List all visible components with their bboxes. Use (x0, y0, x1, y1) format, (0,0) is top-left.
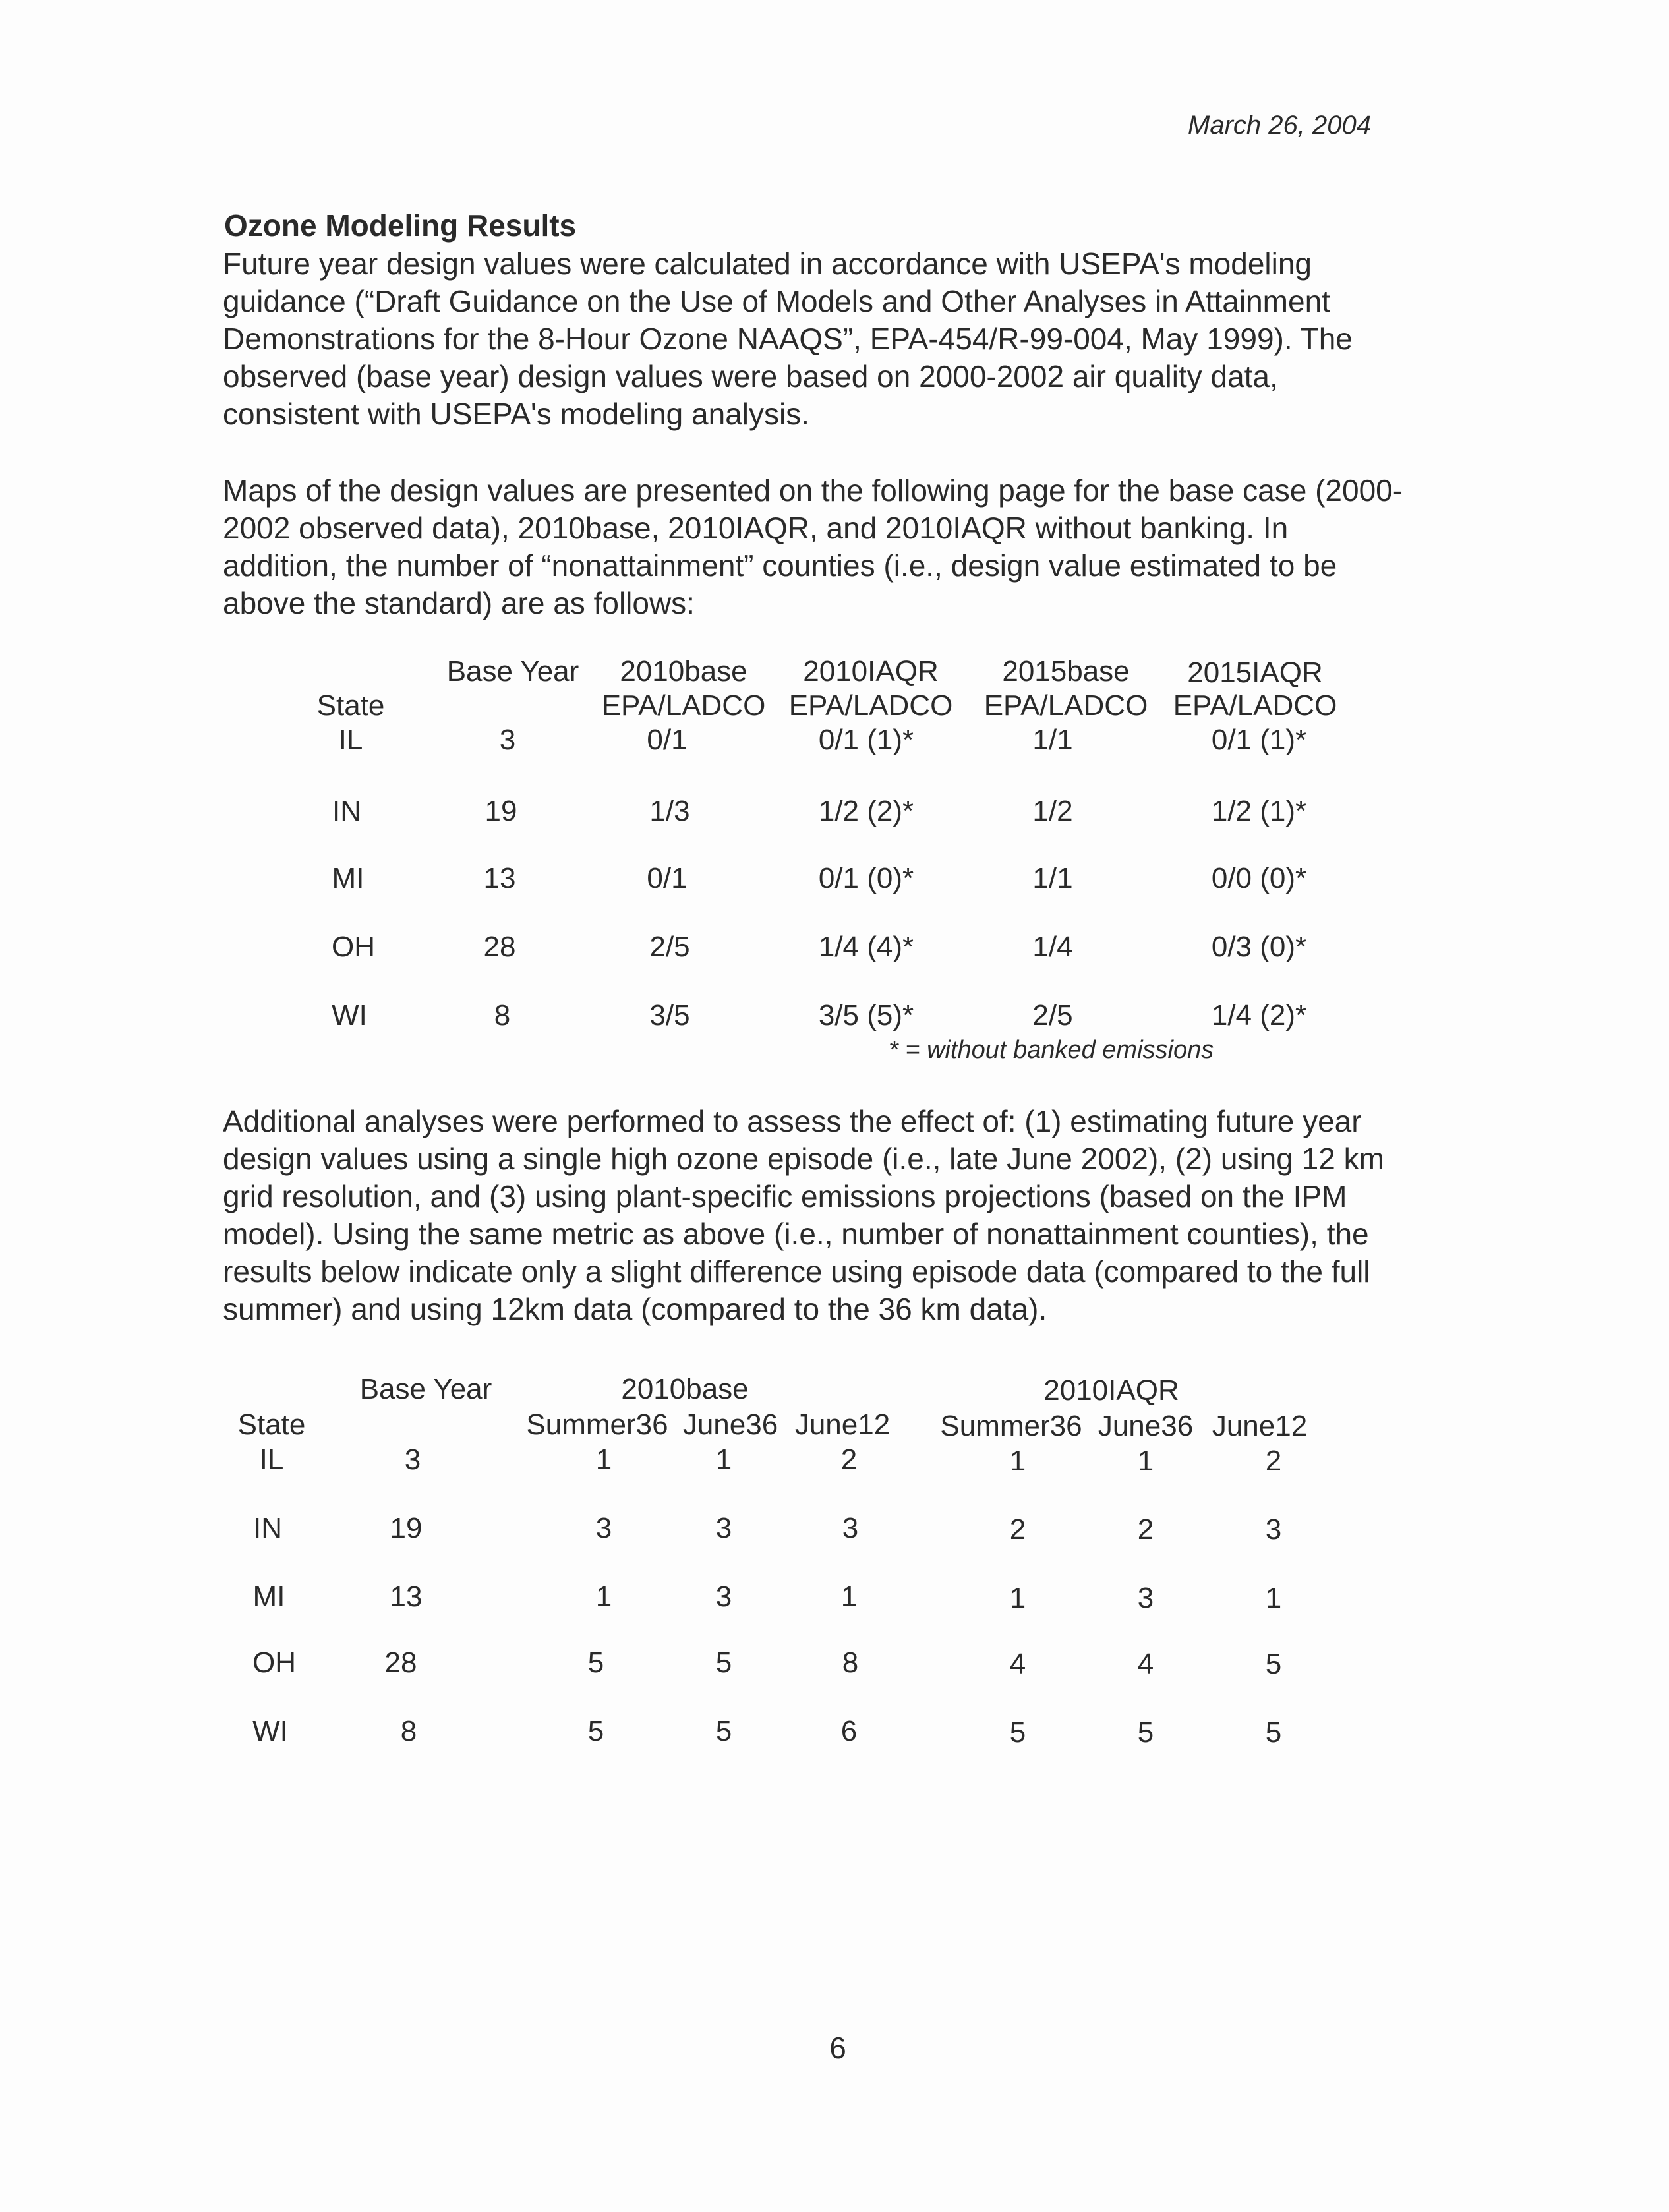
table-cell: 1/2 (1)* (1211, 795, 1307, 827)
table-header: 2015IAQR (1187, 656, 1323, 689)
table-cell: 1/4 (1032, 931, 1073, 963)
table-cell: 2 (840, 1443, 858, 1476)
table-cell: 8 (494, 999, 511, 1032)
table-cell: OH (252, 1646, 296, 1679)
table-cell: 8 (842, 1646, 859, 1679)
table-cell: 5 (715, 1646, 732, 1679)
table-cell: 3 (1265, 1513, 1282, 1546)
table-cell: 3 (499, 724, 516, 756)
paragraph-line: Demonstrations for the 8-Hour Ozone NAAQS”, EPA-454/R-99-004, May 1999). The (223, 322, 1353, 356)
table-cell: 3 (842, 1512, 859, 1544)
paragraph-line: guidance (“Draft Guidance on the Use of Models and Other Analyses in Attainment (223, 284, 1330, 318)
paragraph-line: Additional analyses were performed to assess the effect of: (1) estimating future year (223, 1104, 1362, 1138)
table-cell: IL (259, 1443, 284, 1476)
table-header: 2010IAQR (1043, 1374, 1179, 1407)
table-header: Summer36 (940, 1410, 1082, 1442)
table-header: 2010base (620, 655, 747, 687)
table-cell: WI (332, 999, 367, 1032)
paragraph-line: summer) and using 12km data (compared to the 36 km data). (223, 1292, 1047, 1326)
table-header: June12 (794, 1409, 891, 1441)
table-cell: 5 (587, 1646, 604, 1679)
table-cell: 3 (404, 1443, 421, 1476)
table-cell: 3/5 (649, 999, 690, 1032)
page-number: 6 (829, 2031, 846, 2065)
table-cell: 1/4 (4)* (818, 931, 914, 963)
table-cell: 1 (715, 1443, 732, 1476)
table-cell: 1/1 (1032, 862, 1073, 894)
paragraph-line: model). Using the same metric as above (i.e., number of nonattainment counties), the (223, 1217, 1369, 1251)
table-cell: 1/4 (2)* (1211, 999, 1307, 1032)
table-cell: 0/1 (0)* (818, 862, 914, 894)
table-cell: 0/3 (0)* (1211, 931, 1307, 963)
table-cell: 1 (1009, 1445, 1026, 1477)
table-header: Base Year (446, 655, 579, 687)
table-cell: 2/5 (1032, 999, 1073, 1032)
table-cell: 1 (1137, 1445, 1154, 1477)
table-cell: 6 (840, 1715, 858, 1747)
table-cell: 1 (1265, 1582, 1282, 1614)
table-cell: 5 (587, 1715, 604, 1747)
document-date: March 26, 2004 (1188, 111, 1371, 140)
table-cell: 4 (1009, 1648, 1026, 1680)
table-cell: 1 (595, 1443, 612, 1476)
table-cell: 2 (1137, 1513, 1154, 1546)
table-cell: 5 (1009, 1716, 1026, 1749)
table-cell: 1 (595, 1581, 612, 1613)
table-header: June36 (1098, 1410, 1194, 1442)
table-cell: 3 (1137, 1582, 1154, 1614)
table-cell: MI (332, 862, 365, 894)
table-header: EPA/LADCO (1173, 689, 1337, 722)
table-header: Base Year (359, 1373, 492, 1405)
table-cell: MI (252, 1581, 285, 1613)
table-cell: 0/1 (1)* (1211, 724, 1307, 756)
table-cell: 1/2 (1032, 795, 1073, 827)
table-header: EPA/LADCO (788, 689, 953, 722)
table-header: EPA/LADCO (983, 689, 1148, 722)
table-cell: 28 (483, 931, 516, 963)
table-header: Summer36 (526, 1409, 668, 1441)
paragraph-line: Maps of the design values are presented on the following page for the base case (2000- (223, 473, 1403, 508)
table-cell: WI (252, 1715, 288, 1747)
table-footnote: * = without banked emissions (889, 1036, 1214, 1064)
paragraph-line: Future year design values were calculated in accordance with USEPA's modeling (223, 247, 1312, 281)
table-header: 2010IAQR (803, 655, 939, 687)
table-cell: 3 (715, 1581, 732, 1613)
section-heading: Ozone Modeling Results (224, 208, 577, 243)
table-header: State (237, 1409, 306, 1441)
table-header: 2010base (621, 1373, 749, 1405)
table-cell: 5 (1137, 1716, 1154, 1749)
table-cell: OH (332, 931, 375, 963)
table-cell: 28 (384, 1646, 417, 1679)
table-cell: 1 (840, 1581, 858, 1613)
table-cell: 8 (400, 1715, 417, 1747)
table-header: 2015base (1002, 655, 1130, 687)
table-cell: 1 (1009, 1582, 1026, 1614)
table-cell: 13 (390, 1581, 423, 1613)
table-cell: 5 (715, 1715, 732, 1747)
table-cell: 0/1 (647, 724, 688, 756)
table-cell: 1/3 (649, 795, 690, 827)
table-cell: IN (253, 1512, 282, 1544)
table-cell: IN (332, 795, 361, 827)
table-cell: 2/5 (649, 931, 690, 963)
table-cell: 3 (715, 1512, 732, 1544)
table-cell: 1/1 (1032, 724, 1073, 756)
table-cell: IL (338, 724, 363, 756)
table-cell: 3/5 (5)* (818, 999, 914, 1032)
paragraph-line: consistent with USEPA's modeling analysis. (223, 397, 809, 431)
table-cell: 0/0 (0)* (1211, 862, 1307, 894)
table-cell: 5 (1265, 1716, 1282, 1749)
table-cell: 19 (390, 1512, 423, 1544)
table-header: EPA/LADCO (601, 689, 766, 722)
table-header: June36 (682, 1409, 778, 1441)
paragraph-line: above the standard) are as follows: (223, 586, 695, 620)
paragraph-line: addition, the number of “nonattainment” counties (i.e., design value estimated to be (223, 548, 1337, 583)
table-cell: 2 (1265, 1445, 1282, 1477)
paragraph-line: design values using a single high ozone episode (i.e., late June 2002), (2) using 12 km (223, 1142, 1384, 1176)
paragraph-line: 2002 observed data), 2010base, 2010IAQR, and 2010IAQR without banking. In (223, 511, 1289, 545)
table-cell: 13 (483, 862, 516, 894)
paragraph-line: observed (base year) design values were based on 2000-2002 air quality data, (223, 359, 1278, 393)
table-header: State (316, 689, 385, 722)
table-cell: 0/1 (1)* (818, 724, 914, 756)
table-cell: 5 (1265, 1648, 1282, 1680)
table-cell: 4 (1137, 1648, 1154, 1680)
table-cell: 1/2 (2)* (818, 795, 914, 827)
paragraph-line: results below indicate only a slight difference using episode data (compared to the full (223, 1254, 1370, 1289)
table-cell: 2 (1009, 1513, 1026, 1546)
table-cell: 3 (595, 1512, 612, 1544)
table-cell: 19 (484, 795, 517, 827)
table-cell: 0/1 (647, 862, 688, 894)
paragraph-line: grid resolution, and (3) using plant-specific emissions projections (based on the IPM (223, 1179, 1347, 1213)
table-header: June12 (1212, 1410, 1308, 1442)
